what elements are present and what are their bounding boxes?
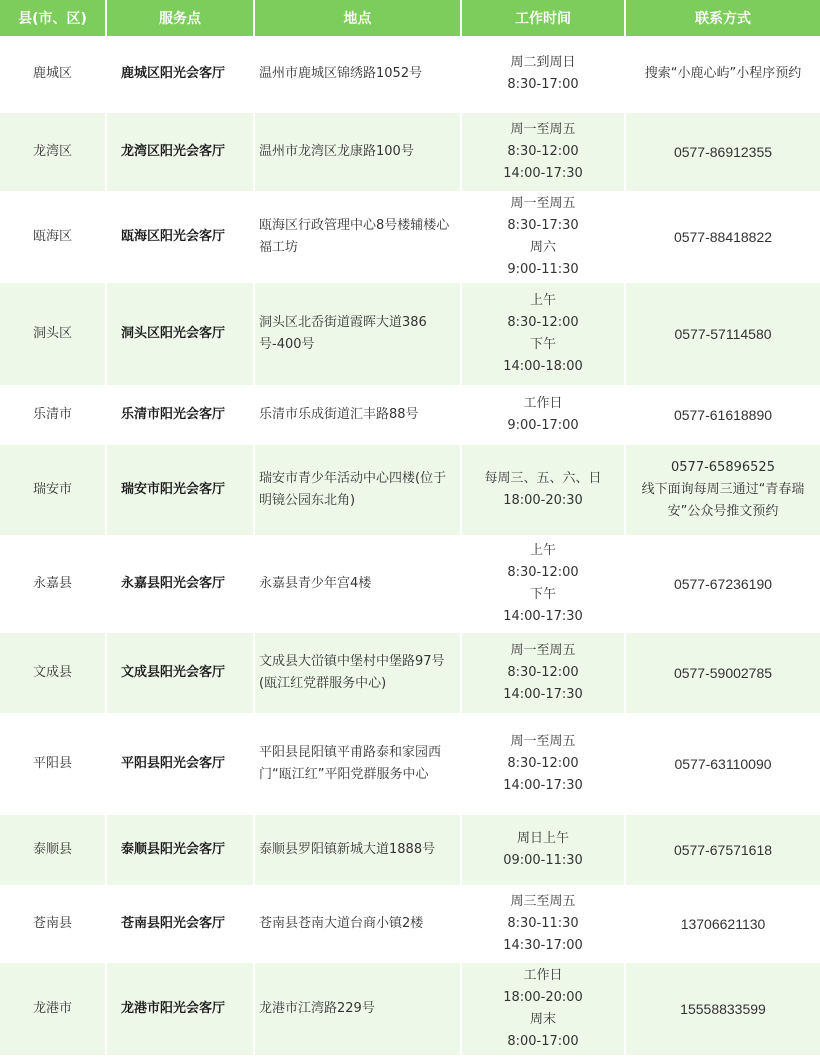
hours-cell (461, 962, 625, 1056)
contact-cell (625, 386, 820, 444)
contact-cell (625, 714, 820, 814)
contact-line: 0577-67571618 (673, 842, 773, 858)
contact-line: 13706621130 (680, 916, 766, 932)
address-cell: 平阳县昆阳镇平甫路泰和家园西门“瓯江红”平阳党群服务中心 (254, 714, 461, 814)
hours-cell (461, 536, 625, 632)
hours-cell (461, 386, 625, 444)
contact-line: 0577-88418822 (673, 229, 773, 245)
table-header-row (0, 0, 820, 36)
hours-line: 工作日 (523, 968, 563, 983)
county-cell: 洞头区 (0, 282, 106, 386)
contact-cell (625, 36, 820, 112)
hours-cell (461, 632, 625, 714)
table-row (0, 714, 820, 814)
service-point-cell: 鹿城区阳光会客厅 (106, 36, 254, 112)
county-cell: 鹿城区 (0, 36, 106, 112)
hours-line: 14:00-17:30 (503, 166, 583, 181)
hours-line: 8:30-11:30 (507, 916, 579, 931)
table-row (0, 386, 820, 444)
header-hours: 工作时间 (461, 0, 625, 36)
hours-line: 14:30-17:00 (503, 938, 583, 953)
address-cell: 洞头区北岙街道霞晖大道386号-400号 (254, 282, 461, 386)
hours-line: 8:30-12:00 (507, 565, 579, 580)
service-point-cell: 龙港市阳光会客厅 (106, 962, 254, 1056)
contact-cell (625, 814, 820, 886)
contact-cell (625, 962, 820, 1056)
address-cell: 温州市鹿城区锦绣路1052号 (254, 36, 461, 112)
hours-cell (461, 192, 625, 282)
contact-cell (625, 536, 820, 632)
hours-line: 8:30-17:00 (507, 76, 579, 92)
hours-line: 8:30-12:00 (507, 665, 579, 680)
address-cell: 乐清市乐成街道汇丰路88号 (254, 386, 461, 444)
contact-cell (625, 112, 820, 192)
hours-line: 下午 (529, 587, 556, 602)
address-cell: 龙港市江湾路229号 (254, 962, 461, 1056)
contact-cell (625, 282, 820, 386)
service-point-cell: 文成县阳光会客厅 (106, 632, 254, 714)
contact-cell (625, 632, 820, 714)
contact-line: 0577-61618890 (673, 407, 773, 423)
address-cell: 苍南县苍南大道台商小镇2楼 (254, 886, 461, 962)
contact-line: 15558833599 (680, 1001, 766, 1017)
service-point-cell: 苍南县阳光会客厅 (106, 886, 254, 962)
hours-line: 9:00-17:00 (507, 418, 579, 433)
address-cell: 瓯海区行政管理中心8号楼辅楼心福工坊 (254, 192, 461, 282)
county-cell: 永嘉县 (0, 536, 106, 632)
hours-line: 周三至周五 (510, 894, 576, 909)
hours-line: 09:00-11:30 (503, 853, 583, 868)
hours-line: 14:00-17:30 (503, 778, 583, 793)
county-cell: 龙港市 (0, 962, 106, 1056)
hours-line: 每周三、五、六、日 (484, 471, 602, 486)
service-point-cell: 平阳县阳光会客厅 (106, 714, 254, 814)
county-cell: 乐清市 (0, 386, 106, 444)
address-cell: 温州市龙湾区龙康路100号 (254, 112, 461, 192)
address-cell: 瑞安市青少年活动中心四楼(位于明镜公园东北角) (254, 444, 461, 536)
table-row (0, 814, 820, 886)
hours-line: 8:30-12:00 (507, 144, 579, 159)
hours-line: 周一至周五 (510, 734, 576, 749)
contact-line: 搜索“小鹿心屿”小程序预约 (644, 65, 802, 81)
hours-line: 9:00-11:30 (507, 262, 579, 277)
hours-line: 周二到周日 (510, 54, 576, 70)
table-row (0, 282, 820, 386)
hours-line: 上午 (529, 543, 556, 558)
county-cell: 文成县 (0, 632, 106, 714)
table-row (0, 36, 820, 112)
hours-cell (461, 814, 625, 886)
hours-line: 周六 (529, 240, 556, 255)
hours-cell (461, 444, 625, 536)
hours-line: 工作日 (523, 396, 563, 411)
hours-line: 周末 (529, 1012, 556, 1027)
service-point-cell: 瓯海区阳光会客厅 (106, 192, 254, 282)
contact-line: 线下面询每周三通过“青春瑞安”公众号推文预约 (641, 482, 805, 519)
hours-line: 14:00-18:00 (503, 359, 583, 374)
hours-cell (461, 36, 625, 112)
contact-line: 0577-86912355 (673, 144, 773, 160)
hours-line: 18:00-20:30 (503, 493, 583, 508)
header-county: 县(市、区) (0, 0, 106, 36)
service-point-cell: 瑞安市阳光会客厅 (106, 444, 254, 536)
address-cell: 文成县大峃镇中堡村中堡路97号(瓯江红党群服务中心) (254, 632, 461, 714)
hours-line: 周日上午 (516, 831, 569, 846)
header-contact: 联系方式 (625, 0, 820, 36)
service-point-cell: 洞头区阳光会客厅 (106, 282, 254, 386)
address-cell: 泰顺县罗阳镇新城大道1888号 (254, 814, 461, 886)
county-cell: 平阳县 (0, 714, 106, 814)
contact-cell (625, 444, 820, 536)
contact-cell (625, 886, 820, 962)
hours-line: 周一至周五 (510, 122, 576, 137)
hours-line: 8:00-17:00 (507, 1034, 579, 1049)
table-row (0, 192, 820, 282)
hours-line: 18:00-20:00 (503, 990, 583, 1005)
hours-cell (461, 282, 625, 386)
address-cell: 永嘉县青少年宫4楼 (254, 536, 461, 632)
table-row (0, 536, 820, 632)
county-cell: 瑞安市 (0, 444, 106, 536)
county-cell: 瓯海区 (0, 192, 106, 282)
hours-line: 周一至周五 (510, 196, 576, 211)
hours-line: 8:30-12:00 (507, 756, 579, 771)
hours-cell (461, 112, 625, 192)
hours-line: 8:30-12:00 (507, 315, 579, 330)
service-point-cell: 永嘉县阳光会客厅 (106, 536, 254, 632)
county-cell: 泰顺县 (0, 814, 106, 886)
county-cell: 苍南县 (0, 886, 106, 962)
contact-line: 0577-63110090 (674, 756, 772, 772)
contact-line: 0577-59002785 (673, 665, 773, 681)
table-row (0, 962, 820, 1056)
table-row (0, 112, 820, 192)
table-row (0, 444, 820, 536)
county-cell: 龙湾区 (0, 112, 106, 192)
hours-line: 下午 (529, 337, 556, 352)
table-row (0, 632, 820, 714)
hours-line: 周一至周五 (510, 643, 576, 658)
service-point-cell: 乐清市阳光会客厅 (106, 386, 254, 444)
contact-line: 0577-65896525 (671, 460, 775, 475)
contact-line: 0577-57114580 (674, 326, 772, 342)
hours-line: 上午 (529, 293, 556, 308)
hours-line: 14:00-17:30 (503, 687, 583, 702)
header-point: 服务点 (106, 0, 254, 36)
table-body (0, 36, 820, 1056)
hours-cell (461, 886, 625, 962)
hours-line: 8:30-17:30 (507, 218, 579, 233)
table-row (0, 886, 820, 962)
contact-cell (625, 192, 820, 282)
contact-line: 0577-67236190 (673, 576, 773, 592)
hours-line: 14:00-17:30 (503, 609, 583, 624)
service-point-cell: 龙湾区阳光会客厅 (106, 112, 254, 192)
hours-cell (461, 714, 625, 814)
service-point-cell: 泰顺县阳光会客厅 (106, 814, 254, 886)
header-address: 地点 (254, 0, 461, 36)
